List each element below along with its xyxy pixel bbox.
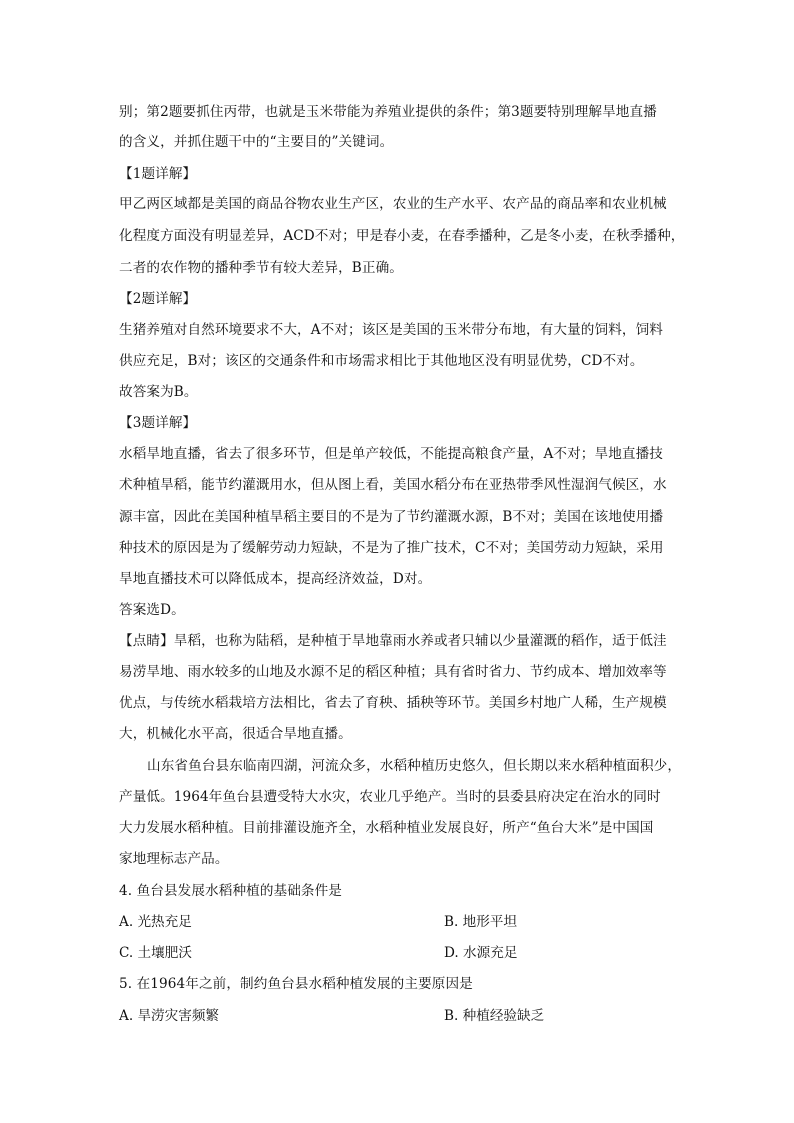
section-heading-q3: 【3题详解】 (119, 415, 197, 431)
q4-option-c: C. 土壤肥沃 (119, 945, 192, 961)
q5-option-b: B. 种植经验缺乏 (444, 1008, 545, 1024)
text-line: 水稻旱地直播，省去了很多环节，但是单产较低，不能提高粮食产量，A不对；旱地直播技 (119, 446, 663, 462)
q4-option-d: D. 水源充足 (444, 945, 518, 961)
tip-paragraph-start: 【点睛】旱稻，也称为陆稻，是种植于旱地靠雨水养或者只辅以少量灌溉的稻作，适于低洼 (119, 633, 667, 649)
text-line: 产量低。1964年鱼台县遭受特大水灾，农业几乎绝产。当时的县委县府决定在治水的同时 (119, 789, 661, 805)
text-line: 甲乙两区域都是美国的商品谷物农业生产区，农业的生产水平、农产品的商品率和农业机械 (119, 196, 667, 212)
section-heading-q2: 【2题详解】 (119, 291, 197, 307)
text-line: 术种植旱稻，能节约灌溉用水，但从图上看，美国水稻分布在亚热带季风性湿润气候区，水 (119, 477, 667, 493)
text-line: 大力发展水稻种植。目前排灌设施齐全，水稻种植业发展良好，所产“鱼台大米”是中国国 (119, 820, 654, 836)
section-heading-q1: 【1题详解】 (119, 166, 197, 182)
q4-option-a: A. 光热充足 (119, 914, 192, 930)
question-4-stem: 4. 鱼台县发展水稻种植的基础条件是 (119, 883, 342, 899)
text-line: 化程度方面没有明显差异，ACD不对；甲是春小麦，在春季播种，乙是冬小麦，在秋季播种， (119, 228, 685, 244)
text-line: 答案选D。 (119, 602, 185, 618)
q5-option-a: A. 旱涝灾害频繁 (119, 1008, 220, 1024)
text-line: 种技术的原因是为了缓解劳动力短缺，不是为了推广技术，C不对；美国劳动力短缺，采用 (119, 540, 664, 556)
text-line: 源丰富，因此在美国种植旱稻主要目的不是为了节约灌溉水源，B不对；美国在该地使用播 (119, 509, 664, 525)
text-line: 大，机械化水平高，很适合旱地直播。 (119, 726, 352, 742)
material-paragraph-start: 山东省鱼台县东临南四湖，河流众多，水稻种植历史悠久，但长期以来水稻种植面积少， (147, 758, 682, 774)
text-line: 故答案为B。 (119, 384, 198, 400)
text-line: 旱地直播技术可以降低成本，提高经济效益，D对。 (119, 571, 432, 587)
text-line: 生猪养殖对自然环境要求不大，A不对；该区是美国的玉米带分布地，有大量的饲料，饲料 (119, 322, 663, 338)
question-5-stem: 5. 在1964年之前，制约鱼台县水稻种植发展的主要原因是 (119, 976, 473, 992)
text-line: 别；第2题要抓住丙带，也就是玉米带能为养殖业提供的条件；第3题要特别理解旱地直播 (119, 104, 657, 120)
text-line: 二者的农作物的播种季节有较大差异，B正确。 (119, 260, 403, 276)
text-line: 家地理标志产品。 (119, 851, 229, 867)
text-line: 优点，与传统水稻栽培方法相比，省去了育秧、插秧等环节。美国乡村地广人稀，生产规模 (119, 695, 667, 711)
q4-option-b: B. 地形平坦 (444, 914, 518, 930)
text-line: 供应充足，B对；该区的交通条件和市场需求相比于其他地区没有明显优势，CD不对。 (119, 353, 644, 369)
text-line: 易涝旱地、雨水较多的山地及水源不足的稻区种植；具有省时省力、节约成本、增加效率等 (119, 664, 667, 680)
text-line: 的含义，并抓住题干中的“主要目的”关键词。 (119, 134, 394, 150)
